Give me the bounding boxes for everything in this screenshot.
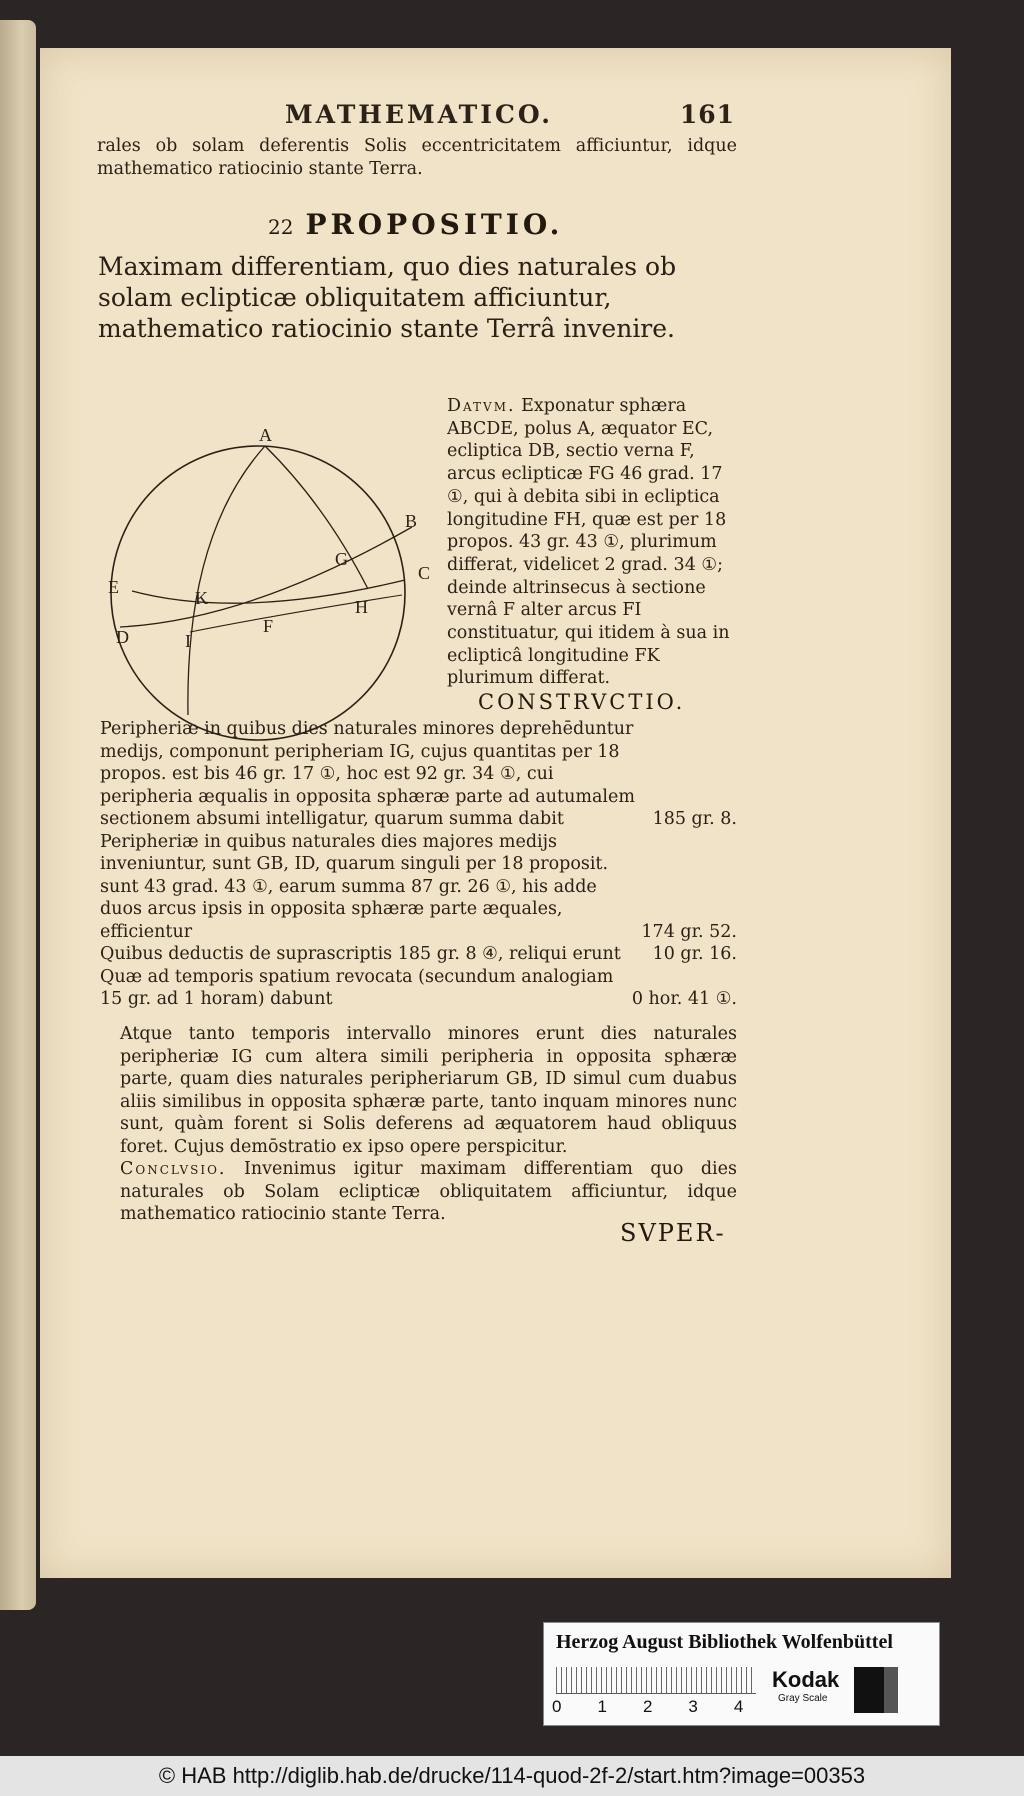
conclusion-paragraphs — [100, 1023, 737, 1226]
label-a: A — [259, 425, 272, 445]
library-name: Herzog August Bibliothek Wolfenbüttel — [556, 1631, 893, 1653]
label-k: K — [195, 588, 208, 608]
running-header — [285, 100, 735, 129]
gray-swatch — [884, 1667, 898, 1713]
constructio-heading: CONSTRVCTIO. — [478, 690, 686, 714]
sphere-circle — [111, 446, 405, 740]
conclusio-label: Conclvsio. — [120, 1159, 227, 1179]
constructio-value-3: 10 gr. 16. — [652, 944, 737, 964]
proposition-heading — [268, 208, 563, 241]
footer-url: © HAB http://diglib.hab.de/drucke/114-quod-2f-2/start.htm?image=00353 — [0, 1756, 1024, 1796]
body-paragraph: Atque tanto temporis intervallo minores erunt dies naturales peripheriæ IG cum altera simili peripheria in opposita sphæræ parte, quam dies naturales peripheriarum GB, ID simul cum duabus aliis similibus in opposita sphæræ parte, tanto inquam minores nunc sunt, quàm forent si Solis deferens ad æquatorem haud obliquus foret. Cujus demōstratio ex ipso opere perspicitur. — [120, 1024, 737, 1157]
proposition-number: 22 — [268, 215, 294, 239]
conclusio-paragraph — [100, 1158, 737, 1226]
constructio-item-4 — [100, 966, 737, 1011]
label-c: C — [418, 563, 431, 583]
meridian-right — [265, 446, 368, 589]
sphere-diagram — [100, 415, 445, 745]
enunciation: Maximam differentiam, quo dies naturales ob solam eclipticæ obliquitatem afficiuntur, mathematico ratiocinio stante Terrâ invenire. — [98, 252, 677, 343]
scale-number: 4 — [733, 1697, 744, 1716]
scale-number: 1 — [597, 1697, 607, 1716]
label-i: I — [185, 631, 191, 651]
constructio-block — [100, 718, 737, 1011]
proposition-title: PROPOSITIO. — [305, 208, 564, 241]
running-title: MATHEMATICO. — [285, 100, 553, 129]
constructio-text-4: Quæ ad temporis spatium revocata (secundum analogiam 15 gr. ad 1 horam) dabunt — [100, 966, 614, 1009]
scale-ruler — [556, 1667, 756, 1694]
constructio-text-2: Peripheriæ in quibus naturales dies majores medijs inveniuntur, sunt GB, ID, quarum singuli per 18 proposit. sunt 43 grad. 43 ①, earum summa 87 gr. 26 ①, his adde duos arcus ipsis in opposita sphæræ parte æquales, efficientur — [100, 831, 609, 942]
constructio-value-1: 185 gr. 8. — [652, 809, 737, 829]
datum-label: Datvm. — [447, 396, 516, 416]
gray-scale-label: Gray Scale — [778, 1693, 828, 1704]
datum-block — [447, 395, 737, 690]
scale-number: 0 — [552, 1697, 562, 1716]
meridian-left — [188, 446, 265, 715]
datum-text: Exponatur sphæra ABCDE, polus A, æquator EC, ecliptica DB, sectio verna F, arcus eclipticæ FG 46 grad. 17 ①, qui à debita sibi in ecliptica longitudine FH, quæ est per 18 propos. 43 gr. 43 ①, plurimum differat, videlicet 2 grad. 34 ①; deinde altrinsecus à sectione vernâ F alter arcus FI constituatur, qui itidem à sua in eclipticâ longitudine FK plurimum differat. — [447, 396, 730, 689]
lead-text: rales ob solam deferentis Solis eccentricitatem afficiuntur, idque mathematico ratiocinio stante Terra. — [97, 136, 737, 179]
constructio-text-3: Quibus deductis de suprascriptis 185 gr. 8 ④, reliqui erunt — [100, 944, 621, 964]
kodak-brand: Kodak — [772, 1667, 840, 1692]
black-swatch — [854, 1667, 884, 1713]
scale-number: 2 — [642, 1697, 653, 1716]
conclusio-text: Invenimus igitur maximam differentiam quo dies naturales ob Solam eclipticæ obliquitatem afficiuntur, idque mathematico ratiocinio stante Terra. — [120, 1159, 737, 1224]
constructio-value-2: 174 gr. 52. — [641, 921, 737, 942]
scale-numbers — [552, 1697, 812, 1717]
constructio-value-4: 0 hor. 41 ①. — [631, 989, 737, 1009]
label-g: G — [335, 549, 348, 569]
label-e: E — [108, 577, 119, 597]
constructio-text-1: Peripheriæ in quibus dies naturales minores deprehēduntur medijs, componunt peripheriam IG, cujus quantitas per 18 propos. est bis 46 gr. 17 ①, hoc est 92 gr. 34 ①, cui peripheria æqualis in opposita sphæræ parte ad autumalem sectionem absumi intelligatur, quarum summa dabit — [100, 719, 635, 829]
label-f: F — [263, 616, 274, 636]
label-d: D — [116, 627, 129, 647]
constructio-item-1 — [100, 718, 737, 831]
label-h: H — [355, 597, 368, 617]
secondary-arc — [190, 595, 402, 632]
constructio-item-2 — [100, 831, 737, 944]
label-b: B — [405, 511, 418, 531]
facing-page-edge — [0, 20, 36, 1610]
constructio-item-3 — [100, 943, 737, 966]
ecliptic-line — [120, 527, 412, 627]
page-number: 161 — [679, 100, 735, 129]
color-calibration-card — [543, 1622, 940, 1726]
catchword: SVPER- — [620, 1219, 726, 1247]
scale-number: 3 — [688, 1697, 698, 1716]
